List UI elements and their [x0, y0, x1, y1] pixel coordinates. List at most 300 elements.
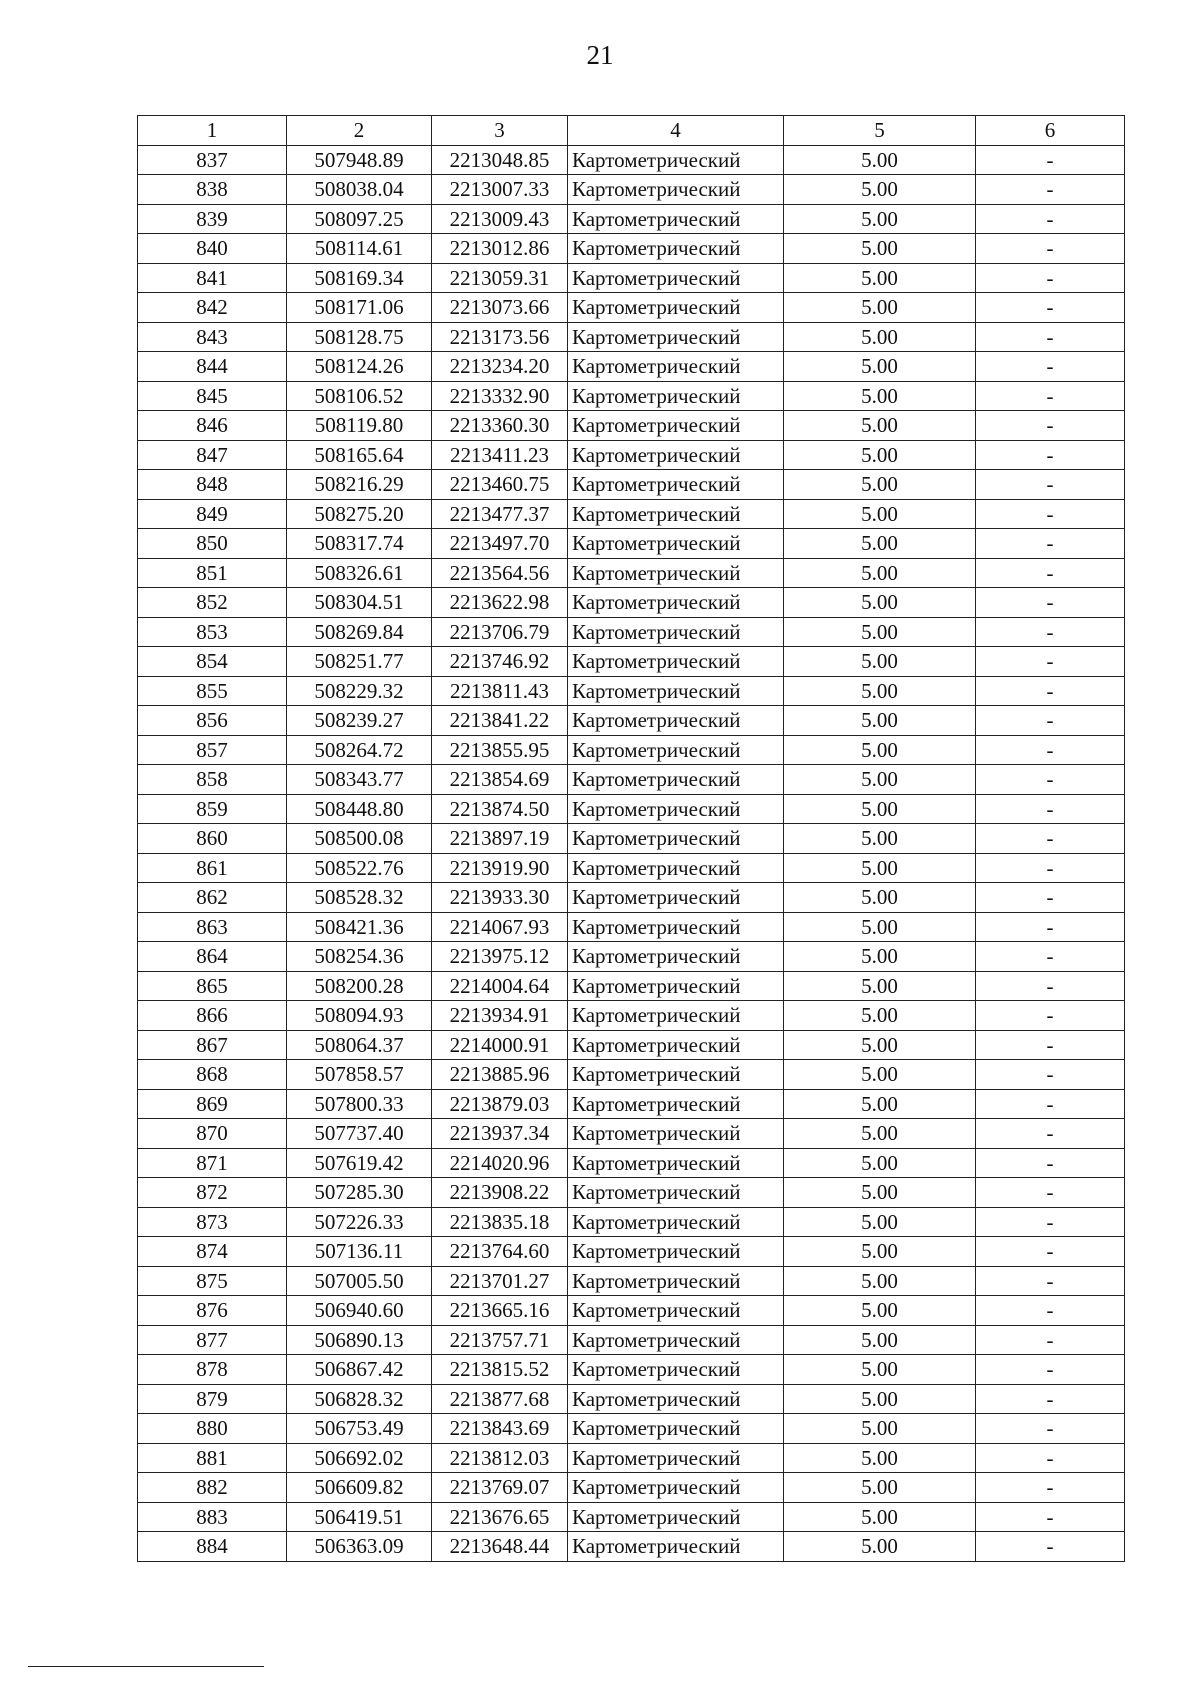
x-coordinate-cell: 508239.27	[287, 706, 432, 736]
method-cell: Картометрический	[568, 381, 784, 411]
y-coordinate-cell: 2213769.07	[432, 1473, 568, 1503]
x-coordinate-cell: 508269.84	[287, 617, 432, 647]
table-row	[138, 263, 1125, 293]
note-cell: -	[976, 1325, 1125, 1355]
x-coordinate-cell: 507948.89	[287, 145, 432, 175]
x-coordinate-cell: 508326.61	[287, 558, 432, 588]
accuracy-cell: 5.00	[784, 706, 976, 736]
note-cell: -	[976, 765, 1125, 795]
method-cell: Картометрический	[568, 1030, 784, 1060]
point-number-cell: 874	[138, 1237, 287, 1267]
note-cell: -	[976, 1207, 1125, 1237]
note-cell: -	[976, 411, 1125, 441]
table-row	[138, 529, 1125, 559]
point-number-cell: 861	[138, 853, 287, 883]
x-coordinate-cell: 506609.82	[287, 1473, 432, 1503]
header-col-1: 1	[138, 116, 287, 146]
point-number-cell: 850	[138, 529, 287, 559]
point-number-cell: 862	[138, 883, 287, 913]
table-row	[138, 499, 1125, 529]
y-coordinate-cell: 2213701.27	[432, 1266, 568, 1296]
accuracy-cell: 5.00	[784, 1207, 976, 1237]
note-cell: -	[976, 1030, 1125, 1060]
y-coordinate-cell: 2213012.86	[432, 234, 568, 264]
accuracy-cell: 5.00	[784, 1266, 976, 1296]
note-cell: -	[976, 912, 1125, 942]
x-coordinate-cell: 508094.93	[287, 1001, 432, 1031]
note-cell: -	[976, 1443, 1125, 1473]
table-row	[138, 1532, 1125, 1562]
accuracy-cell: 5.00	[784, 1325, 976, 1355]
x-coordinate-cell: 508114.61	[287, 234, 432, 264]
point-number-cell: 854	[138, 647, 287, 677]
point-number-cell: 860	[138, 824, 287, 854]
table-row	[138, 1001, 1125, 1031]
note-cell: -	[976, 1266, 1125, 1296]
method-cell: Картометрический	[568, 588, 784, 618]
accuracy-cell: 5.00	[784, 1148, 976, 1178]
table-row	[138, 440, 1125, 470]
x-coordinate-cell: 508448.80	[287, 794, 432, 824]
note-cell: -	[976, 794, 1125, 824]
x-coordinate-cell: 508275.20	[287, 499, 432, 529]
table-body	[138, 145, 1125, 1561]
note-cell: -	[976, 1502, 1125, 1532]
method-cell: Картометрический	[568, 676, 784, 706]
x-coordinate-cell: 508124.26	[287, 352, 432, 382]
y-coordinate-cell: 2213648.44	[432, 1532, 568, 1562]
accuracy-cell: 5.00	[784, 1089, 976, 1119]
point-number-cell: 866	[138, 1001, 287, 1031]
point-number-cell: 877	[138, 1325, 287, 1355]
y-coordinate-cell: 2213933.30	[432, 883, 568, 913]
point-number-cell: 851	[138, 558, 287, 588]
y-coordinate-cell: 2214000.91	[432, 1030, 568, 1060]
table-row	[138, 765, 1125, 795]
table-header	[138, 116, 1125, 146]
note-cell: -	[976, 1473, 1125, 1503]
x-coordinate-cell: 506692.02	[287, 1443, 432, 1473]
note-cell: -	[976, 942, 1125, 972]
note-cell: -	[976, 1414, 1125, 1444]
note-cell: -	[976, 352, 1125, 382]
note-cell: -	[976, 204, 1125, 234]
table-row	[138, 1502, 1125, 1532]
method-cell: Картометрический	[568, 411, 784, 441]
point-number-cell: 871	[138, 1148, 287, 1178]
point-number-cell: 844	[138, 352, 287, 382]
point-number-cell: 872	[138, 1178, 287, 1208]
note-cell: -	[976, 263, 1125, 293]
header-col-5: 5	[784, 116, 976, 146]
coordinates-table	[137, 115, 1125, 1562]
method-cell: Картометрический	[568, 883, 784, 913]
x-coordinate-cell: 506419.51	[287, 1502, 432, 1532]
point-number-cell: 841	[138, 263, 287, 293]
table-row	[138, 824, 1125, 854]
point-number-cell: 883	[138, 1502, 287, 1532]
note-cell: -	[976, 1532, 1125, 1562]
point-number-cell: 855	[138, 676, 287, 706]
x-coordinate-cell: 506363.09	[287, 1532, 432, 1562]
method-cell: Картометрический	[568, 735, 784, 765]
y-coordinate-cell: 2213564.56	[432, 558, 568, 588]
y-coordinate-cell: 2213665.16	[432, 1296, 568, 1326]
point-number-cell: 884	[138, 1532, 287, 1562]
y-coordinate-cell: 2213059.31	[432, 263, 568, 293]
table-row	[138, 1384, 1125, 1414]
accuracy-cell: 5.00	[784, 293, 976, 323]
y-coordinate-cell: 2213843.69	[432, 1414, 568, 1444]
point-number-cell: 858	[138, 765, 287, 795]
accuracy-cell: 5.00	[784, 794, 976, 824]
table-row	[138, 676, 1125, 706]
method-cell: Картометрический	[568, 1532, 784, 1562]
y-coordinate-cell: 2213879.03	[432, 1089, 568, 1119]
footnote-rule	[28, 1666, 264, 1667]
method-cell: Картометрический	[568, 1443, 784, 1473]
note-cell: -	[976, 558, 1125, 588]
method-cell: Картометрический	[568, 499, 784, 529]
note-cell: -	[976, 234, 1125, 264]
x-coordinate-cell: 508304.51	[287, 588, 432, 618]
method-cell: Картометрический	[568, 145, 784, 175]
accuracy-cell: 5.00	[784, 411, 976, 441]
accuracy-cell: 5.00	[784, 1237, 976, 1267]
table-row	[138, 1060, 1125, 1090]
header-col-2: 2	[287, 116, 432, 146]
y-coordinate-cell: 2213757.71	[432, 1325, 568, 1355]
y-coordinate-cell: 2213706.79	[432, 617, 568, 647]
note-cell: -	[976, 1119, 1125, 1149]
point-number-cell: 842	[138, 293, 287, 323]
method-cell: Картометрический	[568, 1060, 784, 1090]
method-cell: Картометрический	[568, 440, 784, 470]
point-number-cell: 847	[138, 440, 287, 470]
method-cell: Картометрический	[568, 352, 784, 382]
method-cell: Картометрический	[568, 1325, 784, 1355]
table-row	[138, 322, 1125, 352]
method-cell: Картометрический	[568, 1089, 784, 1119]
note-cell: -	[976, 647, 1125, 677]
x-coordinate-cell: 508216.29	[287, 470, 432, 500]
table-row	[138, 853, 1125, 883]
point-number-cell: 875	[138, 1266, 287, 1296]
table-row	[138, 1443, 1125, 1473]
y-coordinate-cell: 2213812.03	[432, 1443, 568, 1473]
x-coordinate-cell: 508128.75	[287, 322, 432, 352]
y-coordinate-cell: 2213746.92	[432, 647, 568, 677]
table-row	[138, 175, 1125, 205]
point-number-cell: 876	[138, 1296, 287, 1326]
y-coordinate-cell: 2213460.75	[432, 470, 568, 500]
y-coordinate-cell: 2213497.70	[432, 529, 568, 559]
header-col-6: 6	[976, 116, 1125, 146]
accuracy-cell: 5.00	[784, 175, 976, 205]
x-coordinate-cell: 506753.49	[287, 1414, 432, 1444]
point-number-cell: 856	[138, 706, 287, 736]
note-cell: -	[976, 706, 1125, 736]
header-row	[138, 116, 1125, 146]
accuracy-cell: 5.00	[784, 1001, 976, 1031]
table-row	[138, 794, 1125, 824]
note-cell: -	[976, 440, 1125, 470]
note-cell: -	[976, 1384, 1125, 1414]
header-col-3: 3	[432, 116, 568, 146]
accuracy-cell: 5.00	[784, 1502, 976, 1532]
method-cell: Картометрический	[568, 293, 784, 323]
method-cell: Картометрический	[568, 1502, 784, 1532]
accuracy-cell: 5.00	[784, 1384, 976, 1414]
accuracy-cell: 5.00	[784, 1030, 976, 1060]
note-cell: -	[976, 1089, 1125, 1119]
x-coordinate-cell: 507005.50	[287, 1266, 432, 1296]
accuracy-cell: 5.00	[784, 1473, 976, 1503]
accuracy-cell: 5.00	[784, 352, 976, 382]
accuracy-cell: 5.00	[784, 824, 976, 854]
point-number-cell: 838	[138, 175, 287, 205]
table-row	[138, 293, 1125, 323]
accuracy-cell: 5.00	[784, 588, 976, 618]
point-number-cell: 846	[138, 411, 287, 441]
y-coordinate-cell: 2214004.64	[432, 971, 568, 1001]
accuracy-cell: 5.00	[784, 765, 976, 795]
table-row	[138, 204, 1125, 234]
method-cell: Картометрический	[568, 1296, 784, 1326]
point-number-cell: 870	[138, 1119, 287, 1149]
point-number-cell: 867	[138, 1030, 287, 1060]
y-coordinate-cell: 2213855.95	[432, 735, 568, 765]
table-row	[138, 1355, 1125, 1385]
method-cell: Картометрический	[568, 1355, 784, 1385]
accuracy-cell: 5.00	[784, 1532, 976, 1562]
method-cell: Картометрический	[568, 1473, 784, 1503]
x-coordinate-cell: 508171.06	[287, 293, 432, 323]
method-cell: Картометрический	[568, 824, 784, 854]
accuracy-cell: 5.00	[784, 971, 976, 1001]
accuracy-cell: 5.00	[784, 942, 976, 972]
x-coordinate-cell: 508522.76	[287, 853, 432, 883]
point-number-cell: 880	[138, 1414, 287, 1444]
y-coordinate-cell: 2213874.50	[432, 794, 568, 824]
table-row	[138, 1296, 1125, 1326]
table-row	[138, 971, 1125, 1001]
table-row	[138, 1119, 1125, 1149]
x-coordinate-cell: 508528.32	[287, 883, 432, 913]
y-coordinate-cell: 2213007.33	[432, 175, 568, 205]
x-coordinate-cell: 508500.08	[287, 824, 432, 854]
note-cell: -	[976, 322, 1125, 352]
method-cell: Картометрический	[568, 765, 784, 795]
y-coordinate-cell: 2214020.96	[432, 1148, 568, 1178]
y-coordinate-cell: 2213919.90	[432, 853, 568, 883]
method-cell: Картометрический	[568, 1414, 784, 1444]
method-cell: Картометрический	[568, 1119, 784, 1149]
x-coordinate-cell: 508200.28	[287, 971, 432, 1001]
x-coordinate-cell: 506940.60	[287, 1296, 432, 1326]
table-row	[138, 1266, 1125, 1296]
note-cell: -	[976, 617, 1125, 647]
y-coordinate-cell: 2213937.34	[432, 1119, 568, 1149]
accuracy-cell: 5.00	[784, 263, 976, 293]
method-cell: Картометрический	[568, 529, 784, 559]
point-number-cell: 868	[138, 1060, 287, 1090]
y-coordinate-cell: 2213360.30	[432, 411, 568, 441]
y-coordinate-cell: 2213934.91	[432, 1001, 568, 1031]
accuracy-cell: 5.00	[784, 883, 976, 913]
y-coordinate-cell: 2213009.43	[432, 204, 568, 234]
accuracy-cell: 5.00	[784, 853, 976, 883]
method-cell: Картометрический	[568, 617, 784, 647]
accuracy-cell: 5.00	[784, 499, 976, 529]
point-number-cell: 857	[138, 735, 287, 765]
method-cell: Картометрический	[568, 1384, 784, 1414]
x-coordinate-cell: 506828.32	[287, 1384, 432, 1414]
point-number-cell: 869	[138, 1089, 287, 1119]
x-coordinate-cell: 508106.52	[287, 381, 432, 411]
y-coordinate-cell: 2213835.18	[432, 1207, 568, 1237]
method-cell: Картометрический	[568, 794, 784, 824]
point-number-cell: 863	[138, 912, 287, 942]
x-coordinate-cell: 507226.33	[287, 1207, 432, 1237]
y-coordinate-cell: 2213332.90	[432, 381, 568, 411]
table-row	[138, 1148, 1125, 1178]
note-cell: -	[976, 470, 1125, 500]
y-coordinate-cell: 2213811.43	[432, 676, 568, 706]
method-cell: Картометрический	[568, 322, 784, 352]
note-cell: -	[976, 1060, 1125, 1090]
table-row	[138, 381, 1125, 411]
y-coordinate-cell: 2213073.66	[432, 293, 568, 323]
point-number-cell: 837	[138, 145, 287, 175]
y-coordinate-cell: 2213841.22	[432, 706, 568, 736]
table-row	[138, 647, 1125, 677]
note-cell: -	[976, 824, 1125, 854]
y-coordinate-cell: 2213048.85	[432, 145, 568, 175]
method-cell: Картометрический	[568, 558, 784, 588]
accuracy-cell: 5.00	[784, 617, 976, 647]
point-number-cell: 864	[138, 942, 287, 972]
table-row	[138, 1030, 1125, 1060]
accuracy-cell: 5.00	[784, 1296, 976, 1326]
method-cell: Картометрический	[568, 1237, 784, 1267]
method-cell: Картометрический	[568, 853, 784, 883]
x-coordinate-cell: 508097.25	[287, 204, 432, 234]
y-coordinate-cell: 2213234.20	[432, 352, 568, 382]
accuracy-cell: 5.00	[784, 322, 976, 352]
table-row	[138, 617, 1125, 647]
x-coordinate-cell: 508169.34	[287, 263, 432, 293]
x-coordinate-cell: 507800.33	[287, 1089, 432, 1119]
y-coordinate-cell: 2213764.60	[432, 1237, 568, 1267]
note-cell: -	[976, 1296, 1125, 1326]
x-coordinate-cell: 507737.40	[287, 1119, 432, 1149]
table-row	[138, 411, 1125, 441]
method-cell: Картометрический	[568, 234, 784, 264]
y-coordinate-cell: 2213854.69	[432, 765, 568, 795]
note-cell: -	[976, 588, 1125, 618]
note-cell: -	[976, 499, 1125, 529]
note-cell: -	[976, 175, 1125, 205]
note-cell: -	[976, 735, 1125, 765]
method-cell: Картометрический	[568, 263, 784, 293]
y-coordinate-cell: 2213622.98	[432, 588, 568, 618]
table-row	[138, 942, 1125, 972]
accuracy-cell: 5.00	[784, 1414, 976, 1444]
y-coordinate-cell: 2213173.56	[432, 322, 568, 352]
table-row	[138, 883, 1125, 913]
method-cell: Картометрический	[568, 942, 784, 972]
accuracy-cell: 5.00	[784, 1443, 976, 1473]
method-cell: Картометрический	[568, 1001, 784, 1031]
x-coordinate-cell: 508251.77	[287, 647, 432, 677]
accuracy-cell: 5.00	[784, 234, 976, 264]
table-row	[138, 706, 1125, 736]
table-row	[138, 1473, 1125, 1503]
x-coordinate-cell: 508229.32	[287, 676, 432, 706]
y-coordinate-cell: 2213885.96	[432, 1060, 568, 1090]
x-coordinate-cell: 507285.30	[287, 1178, 432, 1208]
accuracy-cell: 5.00	[784, 145, 976, 175]
x-coordinate-cell: 508317.74	[287, 529, 432, 559]
point-number-cell: 865	[138, 971, 287, 1001]
point-number-cell: 879	[138, 1384, 287, 1414]
y-coordinate-cell: 2213975.12	[432, 942, 568, 972]
y-coordinate-cell: 2213908.22	[432, 1178, 568, 1208]
accuracy-cell: 5.00	[784, 529, 976, 559]
y-coordinate-cell: 2214067.93	[432, 912, 568, 942]
method-cell: Картометрический	[568, 1178, 784, 1208]
accuracy-cell: 5.00	[784, 1119, 976, 1149]
note-cell: -	[976, 971, 1125, 1001]
point-number-cell: 853	[138, 617, 287, 647]
table-row	[138, 1178, 1125, 1208]
point-number-cell: 840	[138, 234, 287, 264]
table-row	[138, 558, 1125, 588]
method-cell: Картометрический	[568, 1207, 784, 1237]
method-cell: Картометрический	[568, 470, 784, 500]
accuracy-cell: 5.00	[784, 1060, 976, 1090]
point-number-cell: 839	[138, 204, 287, 234]
note-cell: -	[976, 145, 1125, 175]
y-coordinate-cell: 2213676.65	[432, 1502, 568, 1532]
accuracy-cell: 5.00	[784, 558, 976, 588]
x-coordinate-cell: 508064.37	[287, 1030, 432, 1060]
table-row	[138, 1089, 1125, 1119]
x-coordinate-cell: 506867.42	[287, 1355, 432, 1385]
note-cell: -	[976, 676, 1125, 706]
note-cell: -	[976, 529, 1125, 559]
note-cell: -	[976, 883, 1125, 913]
point-number-cell: 843	[138, 322, 287, 352]
point-number-cell: 878	[138, 1355, 287, 1385]
accuracy-cell: 5.00	[784, 1355, 976, 1385]
table-row	[138, 1207, 1125, 1237]
page-number: 21	[586, 40, 614, 70]
table-row	[138, 1237, 1125, 1267]
accuracy-cell: 5.00	[784, 1178, 976, 1208]
method-cell: Картометрический	[568, 175, 784, 205]
method-cell: Картометрический	[568, 971, 784, 1001]
x-coordinate-cell: 507858.57	[287, 1060, 432, 1090]
note-cell: -	[976, 1148, 1125, 1178]
x-coordinate-cell: 507136.11	[287, 1237, 432, 1267]
table-row	[138, 1414, 1125, 1444]
x-coordinate-cell: 508165.64	[287, 440, 432, 470]
table-row	[138, 234, 1125, 264]
header-col-4: 4	[568, 116, 784, 146]
method-cell: Картометрический	[568, 647, 784, 677]
